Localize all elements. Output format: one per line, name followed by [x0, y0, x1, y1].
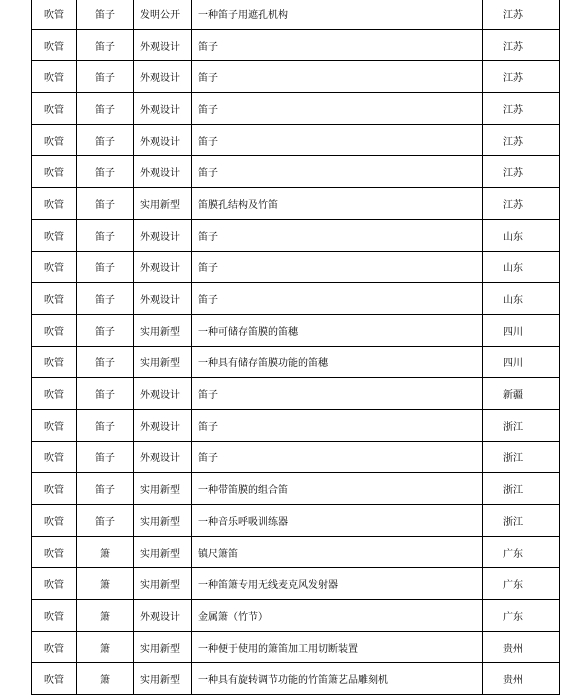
patent-name-cell: 一种便于使用的箫笛加工用切断装置: [192, 631, 483, 663]
patent-name-cell: 笛子: [192, 219, 483, 251]
patent-type-cell: 实用新型: [134, 631, 192, 663]
instrument-cell: 笛子: [77, 473, 134, 505]
category-cell: 吹管: [32, 473, 77, 505]
instrument-cell: 笛子: [77, 409, 134, 441]
instrument-cell: 笛子: [77, 378, 134, 410]
region-cell: 四川: [483, 346, 560, 378]
patent-name-cell: 一种带笛膜的组合笛: [192, 473, 483, 505]
patent-name-cell: 笛子: [192, 251, 483, 283]
patent-type-cell: 实用新型: [134, 536, 192, 568]
region-cell: 江苏: [483, 61, 560, 93]
category-cell: 吹管: [32, 409, 77, 441]
instrument-cell: 笛子: [77, 93, 134, 125]
region-cell: 浙江: [483, 441, 560, 473]
patent-type-cell: 实用新型: [134, 505, 192, 537]
instrument-cell: 笛子: [77, 61, 134, 93]
region-cell: 浙江: [483, 505, 560, 537]
patent-name-cell: 金属箫（竹节）: [192, 600, 483, 632]
instrument-cell: 笛子: [77, 346, 134, 378]
region-cell: 山东: [483, 219, 560, 251]
table-row: [32, 663, 560, 695]
patent-name-cell: 一种音乐呼吸训练器: [192, 505, 483, 537]
category-cell: 吹管: [32, 93, 77, 125]
category-cell: 吹管: [32, 61, 77, 93]
patent-name-cell: 笛子: [192, 124, 483, 156]
category-cell: 吹管: [32, 536, 77, 568]
patent-name-cell: 笛子: [192, 441, 483, 473]
table-row: [32, 156, 560, 188]
category-cell: 吹管: [32, 378, 77, 410]
category-cell: 吹管: [32, 29, 77, 61]
category-cell: 吹管: [32, 156, 77, 188]
region-cell: 广东: [483, 568, 560, 600]
instrument-cell: 笛子: [77, 283, 134, 315]
table-row: [32, 505, 560, 537]
category-cell: 吹管: [32, 346, 77, 378]
category-cell: 吹管: [32, 441, 77, 473]
patent-type-cell: 外观设计: [134, 93, 192, 125]
region-cell: 山东: [483, 283, 560, 315]
table-row: [32, 600, 560, 632]
region-cell: 江苏: [483, 29, 560, 61]
patent-type-cell: 发明公开: [134, 0, 192, 29]
patent-name-cell: 一种笛子用遮孔机构: [192, 0, 483, 29]
patent-type-cell: 外观设计: [134, 124, 192, 156]
category-cell: 吹管: [32, 0, 77, 29]
category-cell: 吹管: [32, 568, 77, 600]
patent-name-cell: 笛子: [192, 29, 483, 61]
patent-type-cell: 实用新型: [134, 473, 192, 505]
patent-table-body: [32, 0, 560, 695]
instrument-cell: 笛子: [77, 251, 134, 283]
table-row: [32, 473, 560, 505]
region-cell: 山东: [483, 251, 560, 283]
instrument-cell: 笛子: [77, 0, 134, 29]
instrument-cell: 笛子: [77, 441, 134, 473]
region-cell: 江苏: [483, 188, 560, 220]
table-row: [32, 219, 560, 251]
category-cell: 吹管: [32, 314, 77, 346]
patent-type-cell: 外观设计: [134, 378, 192, 410]
category-cell: 吹管: [32, 219, 77, 251]
table-row: [32, 536, 560, 568]
instrument-cell: 箫: [77, 600, 134, 632]
region-cell: 浙江: [483, 409, 560, 441]
table-row: [32, 93, 560, 125]
category-cell: 吹管: [32, 188, 77, 220]
category-cell: 吹管: [32, 251, 77, 283]
region-cell: 广东: [483, 600, 560, 632]
category-cell: 吹管: [32, 663, 77, 695]
region-cell: 江苏: [483, 156, 560, 188]
patent-type-cell: 外观设计: [134, 156, 192, 188]
instrument-cell: 笛子: [77, 219, 134, 251]
table-row: [32, 124, 560, 156]
table-row: [32, 0, 560, 29]
instrument-cell: 箫: [77, 663, 134, 695]
patent-type-cell: 外观设计: [134, 29, 192, 61]
region-cell: 广东: [483, 536, 560, 568]
patent-name-cell: 笛子: [192, 156, 483, 188]
instrument-cell: 箫: [77, 568, 134, 600]
instrument-cell: 笛子: [77, 314, 134, 346]
instrument-cell: 箫: [77, 536, 134, 568]
region-cell: 贵州: [483, 663, 560, 695]
region-cell: 四川: [483, 314, 560, 346]
patent-type-cell: 实用新型: [134, 568, 192, 600]
table-row: [32, 314, 560, 346]
table-row: [32, 568, 560, 600]
patent-name-cell: 笛子: [192, 61, 483, 93]
table-row: [32, 631, 560, 663]
region-cell: 新疆: [483, 378, 560, 410]
patent-name-cell: 笛子: [192, 409, 483, 441]
category-cell: 吹管: [32, 631, 77, 663]
patent-name-cell: 镇尺箫笛: [192, 536, 483, 568]
patent-type-cell: 实用新型: [134, 314, 192, 346]
table-row: [32, 29, 560, 61]
patent-type-cell: 外观设计: [134, 61, 192, 93]
region-cell: 江苏: [483, 124, 560, 156]
table-row: [32, 441, 560, 473]
instrument-cell: 笛子: [77, 505, 134, 537]
patent-name-cell: 一种笛箫专用无线麦克风发射器: [192, 568, 483, 600]
instrument-cell: 笛子: [77, 188, 134, 220]
patent-type-cell: 外观设计: [134, 283, 192, 315]
region-cell: 江苏: [483, 93, 560, 125]
table-row: [32, 378, 560, 410]
patent-type-cell: 外观设计: [134, 600, 192, 632]
region-cell: 浙江: [483, 473, 560, 505]
instrument-cell: 笛子: [77, 29, 134, 61]
patent-name-cell: 一种可储存笛膜的笛穗: [192, 314, 483, 346]
instrument-cell: 笛子: [77, 124, 134, 156]
table-row: [32, 409, 560, 441]
table-row: [32, 61, 560, 93]
category-cell: 吹管: [32, 600, 77, 632]
table-row: [32, 251, 560, 283]
table-row: [32, 188, 560, 220]
patent-name-cell: 一种具有旋转调节功能的竹笛箫艺品雕刻机: [192, 663, 483, 695]
patent-name-cell: 笛子: [192, 283, 483, 315]
instrument-cell: 箫: [77, 631, 134, 663]
category-cell: 吹管: [32, 124, 77, 156]
patent-type-cell: 外观设计: [134, 409, 192, 441]
patent-type-cell: 外观设计: [134, 251, 192, 283]
patent-type-cell: 实用新型: [134, 663, 192, 695]
category-cell: 吹管: [32, 283, 77, 315]
table-row: [32, 283, 560, 315]
patent-type-cell: 实用新型: [134, 346, 192, 378]
category-cell: 吹管: [32, 505, 77, 537]
patent-name-cell: 笛子: [192, 378, 483, 410]
table-row: [32, 346, 560, 378]
patent-type-cell: 外观设计: [134, 441, 192, 473]
patent-name-cell: 一种具有储存笛膜功能的笛穗: [192, 346, 483, 378]
instrument-cell: 笛子: [77, 156, 134, 188]
patent-type-cell: 实用新型: [134, 188, 192, 220]
patent-name-cell: 笛子: [192, 93, 483, 125]
patent-type-cell: 外观设计: [134, 219, 192, 251]
patent-name-cell: 笛膜孔结构及竹笛: [192, 188, 483, 220]
patent-table: [31, 0, 560, 695]
region-cell: 贵州: [483, 631, 560, 663]
region-cell: 江苏: [483, 0, 560, 29]
